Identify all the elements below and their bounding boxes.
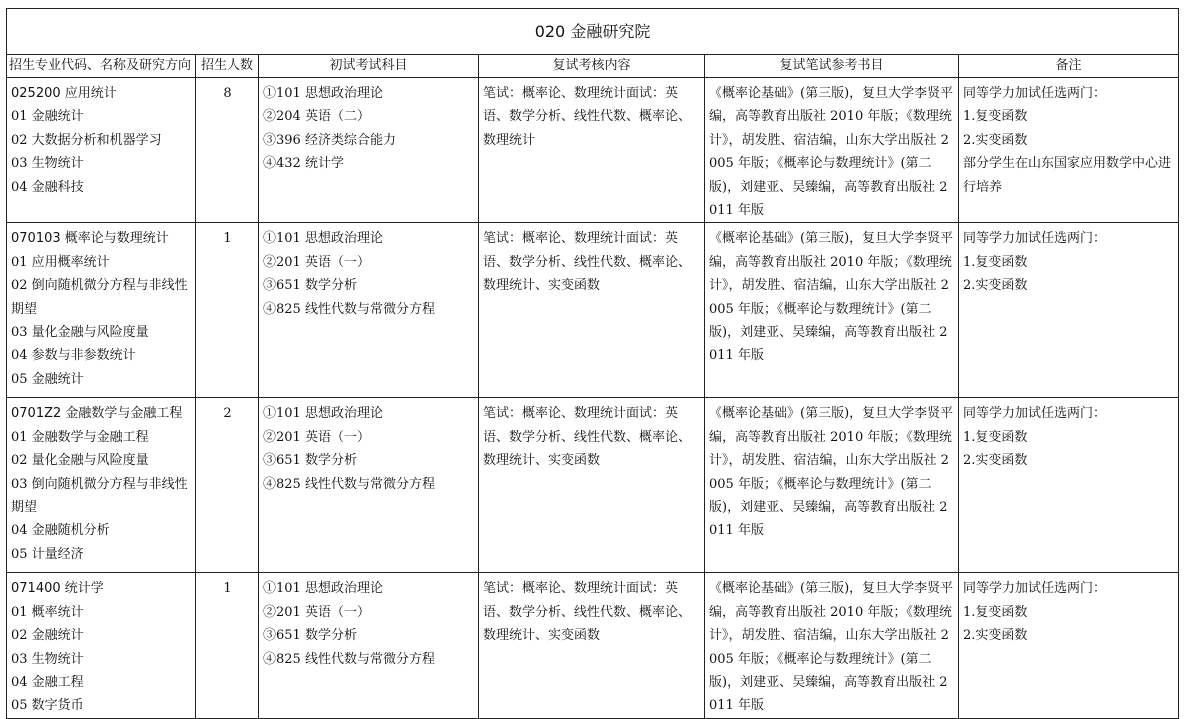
table-row	[7, 223, 1179, 398]
subject: ③651 数学分析	[263, 628, 357, 644]
quota-cell: 2	[196, 398, 259, 573]
direction: 02 金融统计	[11, 628, 84, 644]
subject: ①101 思想政治理论	[263, 581, 383, 597]
header-exam-subjects: 初试考试科目	[259, 55, 479, 78]
subject: ②201 英语（一）	[263, 604, 370, 620]
major-code-name: 025200 应用统计	[11, 86, 117, 101]
direction: 03 生物统计	[11, 156, 84, 172]
major-cell	[7, 573, 196, 718]
retest-cell: 笔试：概率论、数理统计面试：英语、数学分析、线性代数、概率论、数理统计、实变函数	[479, 223, 705, 398]
subject: ④825 线性代数与常微分方程	[263, 651, 435, 667]
subject: ①101 思想政治理论	[263, 86, 383, 101]
books-cell: 《概率论基础》(第三版)，复旦大学李贤平编，高等教育出版社 2010 年版；《数理统计》，胡发胜、宿洁编，山东大学出版社 2005 年版；《概率论与数理统计》(第二版)，刘建亚、吴臻编，高等教育出版社 2011 年版	[705, 398, 959, 573]
header-quota: 招生人数	[196, 55, 259, 78]
header-retest-content: 复试考核内容	[479, 55, 705, 78]
subject: ④825 线性代数与常微分方程	[263, 476, 435, 492]
remarks-cell	[959, 78, 1179, 223]
books-cell: 《概率论基础》(第三版)，复旦大学李贤平编，高等教育出版社 2010 年版；《数理统计》，胡发胜、宿洁编，山东大学出版社 2005 年版；《概率论与数理统计》(第二版)，刘建亚、吴臻编，高等教育出版社 2011 年版	[705, 573, 959, 718]
header-major: 招生专业代码、名称及研究方向	[7, 55, 196, 78]
direction: 04 参数与非参数统计	[11, 348, 136, 364]
remark: 2.实变函数	[963, 132, 1028, 148]
books-cell: 《概率论基础》(第三版)，复旦大学李贤平编，高等教育出版社 2010 年版；《数理统计》，胡发胜、宿洁编，山东大学出版社 2005 年版；《概率论与数理统计》(第二版)，刘建亚、吴臻编，高等教育出版社 2011 年版	[705, 78, 959, 223]
admissions-table	[6, 8, 1179, 719]
subject: ①101 思想政治理论	[263, 406, 383, 422]
table-title: 020 金融研究院	[7, 9, 1179, 55]
major-cell	[7, 78, 196, 223]
direction: 04 金融工程	[11, 675, 84, 691]
table-row	[7, 398, 1179, 573]
direction: 03 生物统计	[11, 651, 84, 667]
remark: 2.实变函数	[963, 453, 1028, 469]
remark: 同等学力加试任选两门：	[963, 86, 1107, 101]
direction: 05 计量经济	[11, 546, 84, 562]
remark: 1.复变函数	[963, 254, 1028, 270]
direction: 02 倒向随机微分方程与非线性期望	[11, 278, 188, 317]
books-cell: 《概率论基础》(第三版)，复旦大学李贤平编，高等教育出版社 2010 年版；《数理统计》，胡发胜、宿洁编，山东大学出版社 2005 年版；《概率论与数理统计》(第二版)，刘建亚、吴臻编，高等教育出版社 2011 年版	[705, 223, 959, 398]
direction: 03 量化金融与风险度量	[11, 325, 149, 341]
direction: 01 金融数学与金融工程	[11, 429, 149, 445]
major-code-name: 0701Z2 金融数学与金融工程	[11, 406, 183, 422]
quota-cell: 1	[196, 223, 259, 398]
remark: 1.复变函数	[963, 429, 1028, 445]
remark: 2.实变函数	[963, 278, 1028, 294]
remarks-cell	[959, 573, 1179, 718]
remark: 同等学力加试任选两门：	[963, 406, 1107, 422]
subject: ④432 统计学	[263, 156, 344, 172]
subject: ②201 英语（一）	[263, 429, 370, 445]
header-row	[7, 55, 1179, 78]
subject: ④825 线性代数与常微分方程	[263, 301, 435, 317]
header-reference-books: 复试笔试参考书目	[705, 55, 959, 78]
subjects-cell	[259, 573, 479, 718]
subject: ②201 英语（一）	[263, 254, 370, 270]
table-row	[7, 78, 1179, 223]
direction: 02 大数据分析和机器学习	[11, 132, 162, 148]
major-cell	[7, 398, 196, 573]
subject: ③651 数学分析	[263, 278, 357, 294]
subjects-cell	[259, 398, 479, 573]
remark: 同等学力加试任选两门：	[963, 231, 1107, 247]
remark: 同等学力加试任选两门：	[963, 581, 1107, 597]
remark: 1.复变函数	[963, 604, 1028, 620]
direction: 04 金融科技	[11, 179, 84, 195]
subject: ①101 思想政治理论	[263, 231, 383, 247]
header-remarks: 备注	[959, 55, 1179, 78]
table-row	[7, 573, 1179, 718]
subjects-cell	[259, 78, 479, 223]
retest-cell: 笔试：概率论、数理统计面试：英语、数学分析、线性代数、概率论、数理统计、实变函数	[479, 573, 705, 718]
direction: 01 概率统计	[11, 604, 84, 620]
quota-cell: 1	[196, 573, 259, 718]
subject: ③651 数学分析	[263, 453, 357, 469]
direction: 03 倒向随机微分方程与非线性期望	[11, 476, 188, 516]
quota-cell: 8	[196, 78, 259, 223]
remark: 1.复变函数	[963, 109, 1028, 125]
direction: 02 量化金融与风险度量	[11, 453, 149, 469]
direction: 01 应用概率统计	[11, 254, 110, 270]
retest-cell: 笔试：概率论、数理统计面试：英语、数学分析、线性代数、概率论、数理统计	[479, 78, 705, 223]
remarks-cell	[959, 398, 1179, 573]
subject: ②204 英语（二）	[263, 109, 370, 125]
major-cell	[7, 223, 196, 398]
direction: 01 金融统计	[11, 109, 84, 125]
major-code-name: 070103 概率论与数理统计	[11, 231, 169, 247]
subjects-cell	[259, 223, 479, 398]
remark: 2.实变函数	[963, 628, 1028, 644]
direction: 05 金融统计	[11, 371, 84, 387]
direction: 04 金融随机分析	[11, 523, 110, 539]
major-code-name: 071400 统计学	[11, 581, 104, 597]
remark: 部分学生在山东国家应用数学中心进行培养	[963, 156, 1172, 195]
subject: ③396 经济类综合能力	[263, 132, 396, 148]
direction: 05 数字货币	[11, 698, 84, 714]
remarks-cell	[959, 223, 1179, 398]
retest-cell: 笔试：概率论、数理统计面试：英语、数学分析、线性代数、概率论、数理统计、实变函数	[479, 398, 705, 573]
